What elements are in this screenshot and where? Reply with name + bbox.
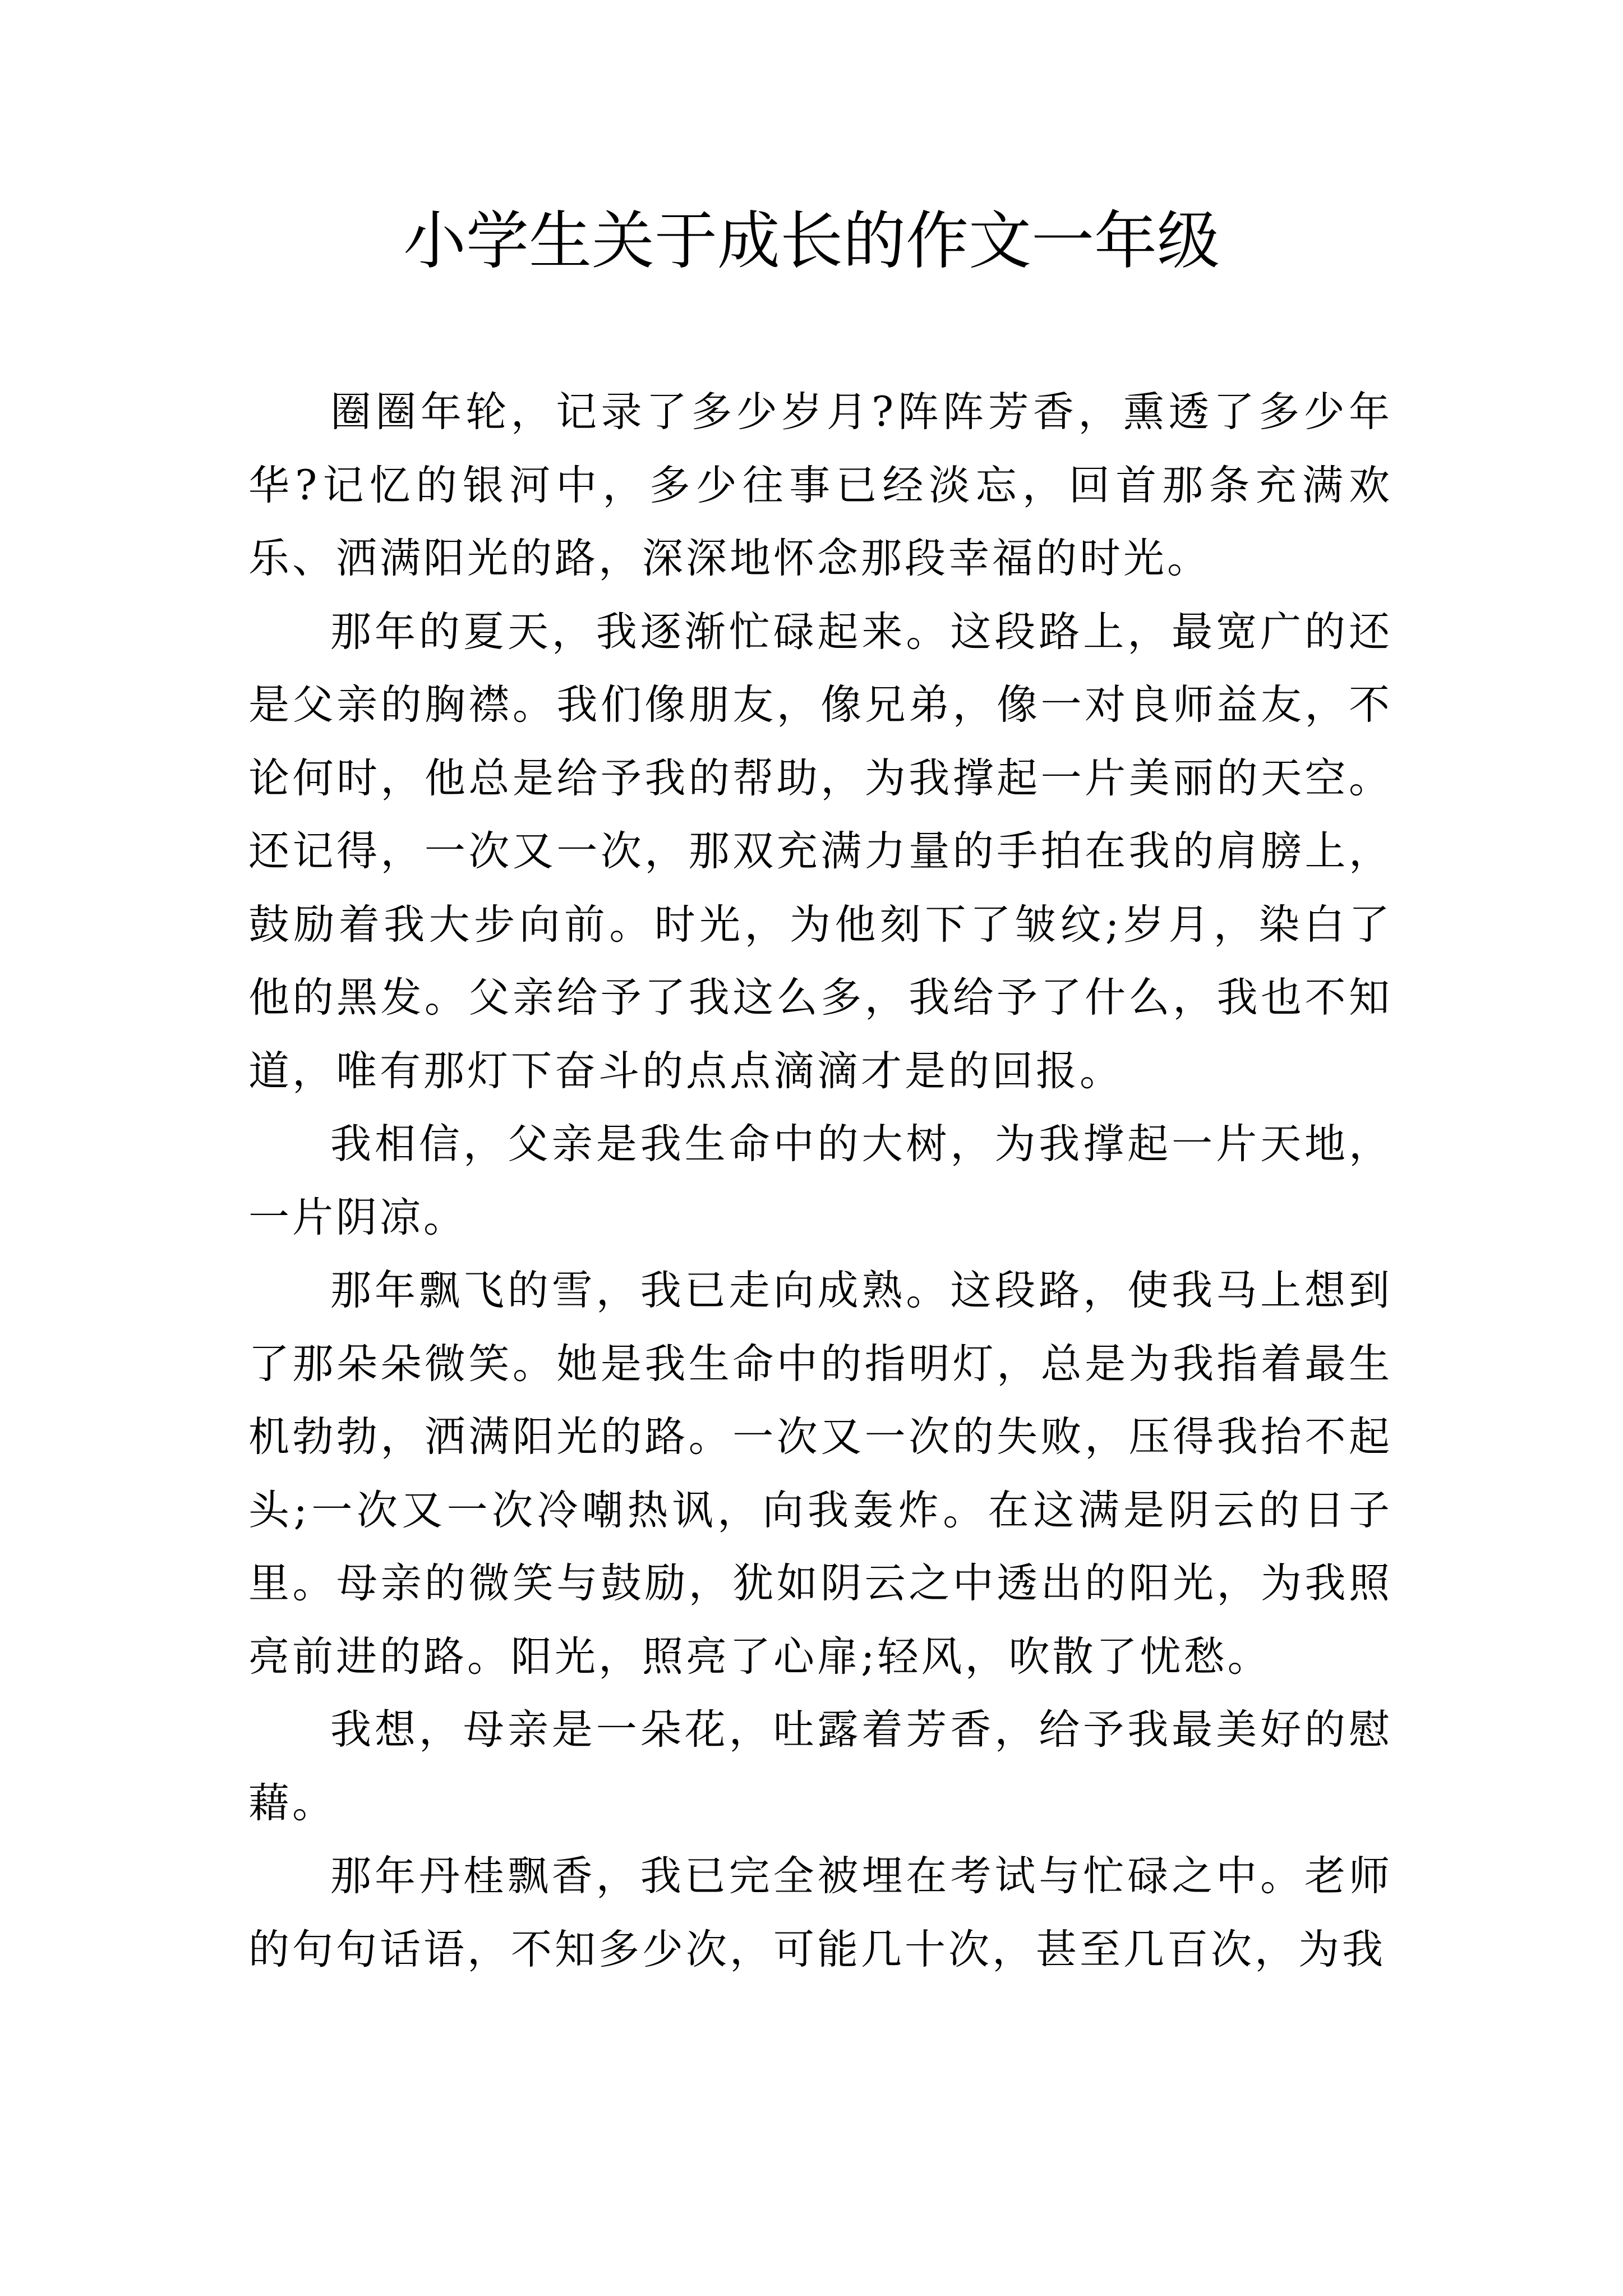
paragraph: 那年飘飞的雪，我已走向成熟。这段路，使我马上想到了那朵朵微笑。她是我生命中的指明灯，总是为我指着最生机勃勃，洒满阳光的路。一次又一次的失败，压得我抬不起头;一次又一次冷嘲热讽，向我轰炸。在这满是阴云的日子里。母亲的微笑与鼓励，犹如阴云之中透出的阳光，为我照亮前进的路。阳光，照亮了心扉;轻风，吹散了忧愁。: [248, 1267, 1393, 1681]
paragraph: 那年的夏天，我逐渐忙碌起来。这段路上，最宽广的还是父亲的胸襟。我们像朋友，像兄弟，像一对良师益友，不论何时，他总是给予我的帮助，为我撑起一片美丽的天空。还记得，一次又一次，那双充满力量的手拍在我的肩膀上，鼓励着我大步向前。时光，为他刻下了皱纹;岁月，染白了他的黑发。父亲给予了我这么多，我给予了什么，我也不知道，唯有那灯下奋斗的点点滴滴才是的回报。: [248, 608, 1393, 1095]
page-title: 小学生关于成长的作文一年级: [403, 205, 1220, 278]
paragraph: 我想，母亲是一朵花，吐露着芳香，给予我最美好的慰藉。: [248, 1706, 1393, 1827]
paragraph: 我相信，父亲是我生命中的大树，为我撑起一片天地，一片阴凉。: [248, 1120, 1393, 1241]
paragraph: 圈圈年轮，记录了多少岁月?阵阵芳香，熏透了多少年华?记忆的银河中，多少往事已经淡忘，回首那条充满欢乐、洒满阳光的路，深深地怀念那段幸福的时光。: [248, 388, 1393, 582]
paragraph: 那年丹桂飘香，我已完全被埋在考试与忙碌之中。老师的句句话语，不知多少次，可能几十次，甚至几百次，为我: [248, 1852, 1393, 1973]
essay-body: [248, 376, 1393, 1986]
